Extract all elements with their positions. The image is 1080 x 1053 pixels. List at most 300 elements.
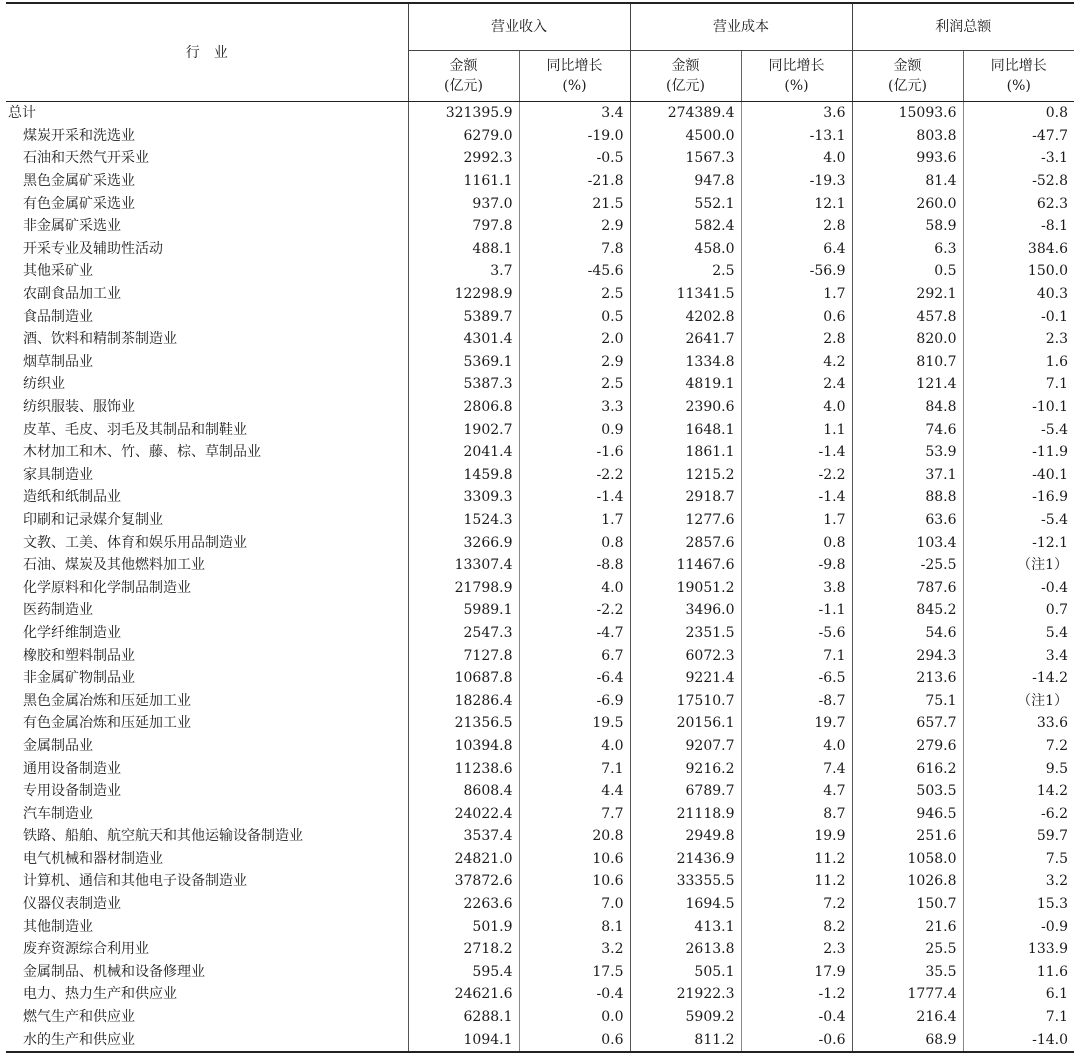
cost-amount-cell: 2641.7	[630, 328, 741, 351]
profit-amount-cell: 35.5	[852, 961, 963, 984]
profit-growth-cell: 150.0	[963, 260, 1074, 283]
profit-amount-cell: 251.6	[852, 825, 963, 848]
cost-amount-cell: 2.5	[630, 260, 741, 283]
industry-name-cell: 水的生产和供应业	[6, 1028, 408, 1052]
table-row	[6, 283, 1074, 306]
cost-amount-cell: 2918.7	[630, 486, 741, 509]
revenue-group-header: 营业收入	[408, 3, 630, 51]
profit-growth-cell: -0.1	[963, 305, 1074, 328]
industry-name-cell: 农副食品加工业	[23, 286, 121, 303]
revenue-growth-cell: 10.6	[519, 848, 630, 871]
revenue-growth-cell: 19.5	[519, 712, 630, 735]
profit-growth-cell: 9.5	[963, 757, 1074, 780]
profit-group-header: 利润总额	[852, 3, 1074, 51]
industry-name-cell: 开采专业及辅助性活动	[23, 240, 163, 257]
profit-amount-cell: 75.1	[852, 689, 963, 712]
revenue-growth-cell: 21.5	[519, 192, 630, 215]
amount-label: 金额	[893, 58, 922, 74]
revenue-amount-cell: 4301.4	[408, 328, 519, 351]
growth-label: 同比增长	[768, 58, 825, 74]
profit-growth-cell: 384.6	[963, 238, 1074, 261]
revenue-growth-cell: 0.0	[519, 1006, 630, 1029]
cost-amount-cell: 6072.3	[630, 644, 741, 667]
profit-growth-cell: 5.4	[963, 622, 1074, 645]
table-row	[6, 464, 1074, 487]
cost-growth-cell: -1.2	[741, 983, 852, 1006]
table-row	[6, 147, 1074, 170]
industry-name-cell: 酒、饮料和精制茶制造业	[23, 331, 177, 348]
revenue-growth-cell: 17.5	[519, 961, 630, 984]
cost-amount-cell: 1277.6	[630, 509, 741, 532]
profit-amount-cell: 216.4	[852, 1006, 963, 1029]
cost-amount-cell: 21436.9	[630, 848, 741, 871]
profit-growth-cell: 33.6	[963, 712, 1074, 735]
table-row	[6, 961, 1074, 984]
cost-amount-cell: 6789.7	[630, 780, 741, 803]
revenue-growth-cell: -1.4	[519, 486, 630, 509]
cost-amount-cell: 17510.7	[630, 689, 741, 712]
profit-growth-cell: -5.4	[963, 418, 1074, 441]
industry-name-cell: 其他制造业	[23, 918, 93, 935]
profit-growth-cell: -11.9	[963, 441, 1074, 464]
revenue-amount-cell: 8608.4	[408, 780, 519, 803]
revenue-growth-cell: 4.0	[519, 576, 630, 599]
profit-amount-cell: -25.5	[852, 554, 963, 577]
table-row	[6, 1006, 1074, 1029]
profit-growth-cell: 59.7	[963, 825, 1074, 848]
profit-growth-cell: -6.2	[963, 802, 1074, 825]
profit-growth-cell: -0.4	[963, 576, 1074, 599]
revenue-growth-cell: 4.4	[519, 780, 630, 803]
profit-amount-cell: 88.8	[852, 486, 963, 509]
table-row	[6, 396, 1074, 419]
profit-amount-cell: 787.6	[852, 576, 963, 599]
cost-amount-header	[630, 51, 741, 102]
table-row	[6, 802, 1074, 825]
revenue-amount-cell: 6279.0	[408, 125, 519, 148]
revenue-growth-cell: -1.6	[519, 441, 630, 464]
table-row	[6, 825, 1074, 848]
cost-growth-cell: 8.7	[741, 802, 852, 825]
revenue-amount-cell: 5387.3	[408, 373, 519, 396]
profit-amount-cell: 810.7	[852, 351, 963, 374]
table-row	[6, 870, 1074, 893]
profit-amount-cell: 1777.4	[852, 983, 963, 1006]
profit-amount-cell: 58.9	[852, 215, 963, 238]
profit-growth-cell: 15.3	[963, 893, 1074, 916]
industry-name-cell: 汽车制造业	[23, 805, 93, 822]
revenue-growth-cell: 0.6	[519, 1028, 630, 1052]
revenue-growth-cell: -2.2	[519, 464, 630, 487]
revenue-growth-cell: -4.7	[519, 622, 630, 645]
profit-growth-cell: 0.8	[963, 102, 1074, 125]
industry-name-cell: 化学纤维制造业	[23, 624, 121, 641]
profit-growth-cell: 6.1	[963, 983, 1074, 1006]
industry-name-cell: 石油、煤炭及其他燃料加工业	[23, 557, 205, 574]
table-row	[6, 983, 1074, 1006]
profit-growth-cell: 2.3	[963, 328, 1074, 351]
revenue-growth-cell: 7.0	[519, 893, 630, 916]
cost-growth-cell: -56.9	[741, 260, 852, 283]
revenue-growth-cell: 1.7	[519, 509, 630, 532]
profit-growth-cell: 11.6	[963, 961, 1074, 984]
profit-growth-cell: -52.8	[963, 170, 1074, 193]
profit-growth-cell: -8.1	[963, 215, 1074, 238]
industry-name-cell: 纺织业	[23, 376, 65, 393]
profit-growth-cell: -14.2	[963, 667, 1074, 690]
revenue-growth-cell: 3.3	[519, 396, 630, 419]
profit-growth-cell: 133.9	[963, 938, 1074, 961]
revenue-amount-cell: 3309.3	[408, 486, 519, 509]
table-row	[6, 192, 1074, 215]
profit-growth-cell: （注1）	[963, 689, 1074, 712]
profit-amount-cell: 457.8	[852, 305, 963, 328]
profit-growth-cell: 7.5	[963, 848, 1074, 871]
industry-name-cell: 非金属矿采选业	[23, 218, 121, 235]
cost-amount-cell: 2390.6	[630, 396, 741, 419]
cost-amount-cell: 21922.3	[630, 983, 741, 1006]
cost-growth-cell: 4.0	[741, 396, 852, 419]
industry-financials-table	[6, 2, 1074, 1053]
revenue-growth-cell: -2.2	[519, 599, 630, 622]
cost-amount-cell: 3496.0	[630, 599, 741, 622]
industry-name-cell: 计算机、通信和其他电子设备制造业	[23, 873, 247, 890]
revenue-amount-cell: 2718.2	[408, 938, 519, 961]
profit-amount-cell: 213.6	[852, 667, 963, 690]
table-row	[6, 780, 1074, 803]
revenue-amount-cell: 21798.9	[408, 576, 519, 599]
profit-amount-cell: 0.5	[852, 260, 963, 283]
cost-growth-cell: 17.9	[741, 961, 852, 984]
cost-growth-header	[741, 51, 852, 102]
revenue-growth-cell: 7.1	[519, 757, 630, 780]
revenue-amount-cell: 2263.6	[408, 893, 519, 916]
profit-amount-cell: 63.6	[852, 509, 963, 532]
revenue-growth-cell: -0.4	[519, 983, 630, 1006]
table-row	[6, 599, 1074, 622]
table-row	[6, 351, 1074, 374]
profit-amount-cell: 81.4	[852, 170, 963, 193]
cost-growth-cell: -9.8	[741, 554, 852, 577]
cost-amount-cell: 4819.1	[630, 373, 741, 396]
growth-label: 同比增长	[546, 58, 603, 74]
cost-amount-cell: 1861.1	[630, 441, 741, 464]
revenue-amount-cell: 2041.4	[408, 441, 519, 464]
revenue-amount-cell: 3.7	[408, 260, 519, 283]
cost-growth-cell: 3.8	[741, 576, 852, 599]
cost-growth-cell: 2.4	[741, 373, 852, 396]
revenue-amount-cell: 501.9	[408, 915, 519, 938]
profit-amount-cell: 103.4	[852, 531, 963, 554]
profit-growth-cell: 62.3	[963, 192, 1074, 215]
revenue-growth-cell: -6.9	[519, 689, 630, 712]
industry-name-cell: 烟草制品业	[23, 353, 93, 370]
profit-growth-cell: -10.1	[963, 396, 1074, 419]
profit-amount-cell: 657.7	[852, 712, 963, 735]
cost-amount-cell: 2351.5	[630, 622, 741, 645]
profit-growth-header	[963, 51, 1074, 102]
revenue-growth-cell: -21.8	[519, 170, 630, 193]
cost-growth-cell: 2.8	[741, 215, 852, 238]
revenue-amount-cell: 1459.8	[408, 464, 519, 487]
cost-growth-cell: 19.7	[741, 712, 852, 735]
industry-name-cell: 总计	[8, 105, 36, 122]
cost-amount-cell: 2949.8	[630, 825, 741, 848]
profit-amount-cell: 1058.0	[852, 848, 963, 871]
amount-unit: (亿元)	[666, 78, 705, 94]
cost-amount-cell: 4500.0	[630, 125, 741, 148]
cost-growth-cell: 4.2	[741, 351, 852, 374]
cost-amount-cell: 274389.4	[630, 102, 741, 125]
industry-name-cell: 非金属矿物制品业	[23, 670, 135, 687]
cost-growth-cell: 7.4	[741, 757, 852, 780]
industry-name-cell: 纺织服装、服饰业	[23, 399, 135, 416]
table-row	[6, 418, 1074, 441]
industry-name-cell: 文教、工美、体育和娱乐用品制造业	[23, 534, 247, 551]
industry-name-cell: 黑色金属冶炼和压延加工业	[23, 692, 191, 709]
revenue-growth-cell: 6.7	[519, 644, 630, 667]
amount-unit: (亿元)	[888, 78, 927, 94]
profit-growth-cell: 14.2	[963, 780, 1074, 803]
table-row	[6, 125, 1074, 148]
table-row	[6, 644, 1074, 667]
cost-amount-cell: 33355.5	[630, 870, 741, 893]
cost-amount-cell: 947.8	[630, 170, 741, 193]
table-row	[6, 735, 1074, 758]
table-row	[6, 689, 1074, 712]
revenue-amount-cell: 7127.8	[408, 644, 519, 667]
cost-growth-cell: -8.7	[741, 689, 852, 712]
revenue-amount-cell: 5369.1	[408, 351, 519, 374]
industry-name-cell: 金属制品、机械和设备修理业	[23, 963, 205, 980]
cost-growth-cell: 2.8	[741, 328, 852, 351]
cost-growth-cell: 4.0	[741, 735, 852, 758]
cost-growth-cell: 19.9	[741, 825, 852, 848]
profit-amount-cell: 279.6	[852, 735, 963, 758]
table-row	[6, 622, 1074, 645]
industry-name-cell: 金属制品业	[23, 737, 93, 754]
cost-amount-cell: 1334.8	[630, 351, 741, 374]
revenue-amount-cell: 24621.6	[408, 983, 519, 1006]
industry-name-cell: 黑色金属矿采选业	[23, 173, 135, 190]
cost-growth-cell: 7.1	[741, 644, 852, 667]
profit-growth-cell: -14.0	[963, 1028, 1074, 1052]
cost-growth-cell: -1.1	[741, 599, 852, 622]
revenue-growth-cell: 2.9	[519, 215, 630, 238]
profit-amount-cell: 946.5	[852, 802, 963, 825]
table-row	[6, 215, 1074, 238]
table-row	[6, 170, 1074, 193]
table-row	[6, 848, 1074, 871]
revenue-amount-cell: 24022.4	[408, 802, 519, 825]
revenue-growth-cell: 2.0	[519, 328, 630, 351]
amount-unit: (亿元)	[444, 78, 483, 94]
industry-name-cell: 通用设备制造业	[23, 760, 121, 777]
cost-amount-cell: 1567.3	[630, 147, 741, 170]
profit-amount-cell: 993.6	[852, 147, 963, 170]
industry-name-cell: 印刷和记录媒介复制业	[23, 511, 163, 528]
revenue-amount-cell: 10687.8	[408, 667, 519, 690]
industry-name-cell: 石油和天然气开采业	[23, 150, 149, 167]
profit-growth-cell: 3.2	[963, 870, 1074, 893]
revenue-amount-cell: 797.8	[408, 215, 519, 238]
profit-growth-cell: （注1）	[963, 554, 1074, 577]
cost-amount-cell: 552.1	[630, 192, 741, 215]
industry-name-cell: 食品制造业	[23, 308, 93, 325]
industry-name-cell: 仪器仪表制造业	[23, 896, 121, 913]
table-row	[6, 305, 1074, 328]
industry-name-cell: 燃气生产和供应业	[23, 1009, 135, 1026]
cost-amount-cell: 811.2	[630, 1028, 741, 1052]
revenue-growth-cell: -8.8	[519, 554, 630, 577]
cost-amount-cell: 505.1	[630, 961, 741, 984]
profit-amount-cell: 121.4	[852, 373, 963, 396]
profit-amount-cell: 616.2	[852, 757, 963, 780]
cost-growth-cell: 4.7	[741, 780, 852, 803]
revenue-amount-cell: 595.4	[408, 961, 519, 984]
profit-growth-cell: -3.1	[963, 147, 1074, 170]
profit-amount-header	[852, 51, 963, 102]
revenue-growth-cell: -6.4	[519, 667, 630, 690]
revenue-growth-cell: 2.5	[519, 373, 630, 396]
cost-group-header: 营业成本	[630, 3, 852, 51]
revenue-growth-cell: 20.8	[519, 825, 630, 848]
profit-growth-cell: 7.2	[963, 735, 1074, 758]
revenue-amount-cell: 5389.7	[408, 305, 519, 328]
profit-amount-cell: 294.3	[852, 644, 963, 667]
cost-growth-cell: -19.3	[741, 170, 852, 193]
revenue-growth-cell: 0.5	[519, 305, 630, 328]
industry-name-cell: 铁路、船舶、航空航天和其他运输设备制造业	[23, 828, 303, 845]
cost-amount-cell: 11341.5	[630, 283, 741, 306]
revenue-growth-cell: -0.5	[519, 147, 630, 170]
revenue-growth-cell: 2.9	[519, 351, 630, 374]
cost-amount-cell: 11467.6	[630, 554, 741, 577]
cost-amount-cell: 458.0	[630, 238, 741, 261]
table-row	[6, 373, 1074, 396]
industry-name-cell: 造纸和纸制品业	[23, 489, 121, 506]
profit-growth-cell: 7.1	[963, 373, 1074, 396]
profit-amount-cell: 503.5	[852, 780, 963, 803]
cost-growth-cell: -5.6	[741, 622, 852, 645]
cost-amount-cell: 19051.2	[630, 576, 741, 599]
cost-growth-cell: 4.0	[741, 147, 852, 170]
industry-name-cell: 皮革、毛皮、羽毛及其制品和制鞋业	[23, 421, 247, 438]
profit-amount-cell: 820.0	[852, 328, 963, 351]
table-row	[6, 667, 1074, 690]
cost-growth-cell: 1.7	[741, 509, 852, 532]
profit-amount-cell: 15093.6	[852, 102, 963, 125]
industry-name-cell: 有色金属冶炼和压延加工业	[23, 715, 191, 732]
cost-growth-cell: 0.8	[741, 531, 852, 554]
cost-growth-cell: -0.6	[741, 1028, 852, 1052]
cost-growth-cell: -1.4	[741, 486, 852, 509]
revenue-amount-cell: 3537.4	[408, 825, 519, 848]
revenue-amount-cell: 3266.9	[408, 531, 519, 554]
cost-growth-cell: 1.1	[741, 418, 852, 441]
profit-amount-cell: 54.6	[852, 622, 963, 645]
cost-growth-cell: 6.4	[741, 238, 852, 261]
industry-name-cell: 电气机械和器材制造业	[23, 850, 163, 867]
industry-name-cell: 医药制造业	[23, 602, 93, 619]
revenue-amount-cell: 21356.5	[408, 712, 519, 735]
revenue-amount-cell: 37872.6	[408, 870, 519, 893]
revenue-growth-cell: 10.6	[519, 870, 630, 893]
cost-amount-cell: 413.1	[630, 915, 741, 938]
table-row	[6, 915, 1074, 938]
profit-growth-cell: 1.6	[963, 351, 1074, 374]
cost-amount-cell: 4202.8	[630, 305, 741, 328]
cost-amount-cell: 1694.5	[630, 893, 741, 916]
profit-growth-cell: -47.7	[963, 125, 1074, 148]
cost-amount-cell: 582.4	[630, 215, 741, 238]
table-row	[6, 893, 1074, 916]
profit-amount-cell: 6.3	[852, 238, 963, 261]
revenue-amount-cell: 11238.6	[408, 757, 519, 780]
growth-unit: (%)	[784, 78, 809, 94]
total-row	[6, 102, 1074, 125]
cost-amount-cell: 9207.7	[630, 735, 741, 758]
revenue-amount-cell: 488.1	[408, 238, 519, 261]
revenue-amount-cell: 12298.9	[408, 283, 519, 306]
cost-growth-cell: 11.2	[741, 870, 852, 893]
cost-amount-cell: 2857.6	[630, 531, 741, 554]
table-body	[6, 102, 1074, 1052]
cost-growth-cell: -13.1	[741, 125, 852, 148]
table-header	[6, 3, 1074, 102]
revenue-amount-cell: 18286.4	[408, 689, 519, 712]
industry-name-cell: 电力、热力生产和供应业	[23, 986, 177, 1003]
cost-amount-cell: 9216.2	[630, 757, 741, 780]
cost-amount-cell: 9221.4	[630, 667, 741, 690]
industry-name-cell: 专用设备制造业	[23, 783, 121, 800]
industry-name-cell: 橡胶和塑料制品业	[23, 647, 135, 664]
table-row	[6, 554, 1074, 577]
revenue-growth-cell: 7.7	[519, 802, 630, 825]
cost-growth-cell: 0.6	[741, 305, 852, 328]
amount-label: 金额	[449, 58, 478, 74]
cost-amount-cell: 2613.8	[630, 938, 741, 961]
revenue-amount-cell: 321395.9	[408, 102, 519, 125]
revenue-growth-cell: 3.4	[519, 102, 630, 125]
revenue-amount-cell: 10394.8	[408, 735, 519, 758]
cost-amount-cell: 20156.1	[630, 712, 741, 735]
profit-growth-cell: -12.1	[963, 531, 1074, 554]
profit-amount-cell: 37.1	[852, 464, 963, 487]
revenue-amount-cell: 1524.3	[408, 509, 519, 532]
industry-name-cell: 煤炭开采和洗选业	[23, 127, 135, 144]
cost-growth-cell: 8.2	[741, 915, 852, 938]
profit-amount-cell: 53.9	[852, 441, 963, 464]
revenue-amount-cell: 1902.7	[408, 418, 519, 441]
profit-amount-cell: 74.6	[852, 418, 963, 441]
cost-growth-cell: -1.4	[741, 441, 852, 464]
profit-amount-cell: 1026.8	[852, 870, 963, 893]
revenue-amount-cell: 5989.1	[408, 599, 519, 622]
profit-amount-cell: 845.2	[852, 599, 963, 622]
profit-growth-cell: -0.9	[963, 915, 1074, 938]
revenue-amount-cell: 2806.8	[408, 396, 519, 419]
industry-name-cell: 木材加工和木、竹、藤、棕、草制品业	[23, 444, 261, 461]
cost-growth-cell: -0.4	[741, 1006, 852, 1029]
revenue-amount-header	[408, 51, 519, 102]
industry-name-cell: 有色金属矿采选业	[23, 195, 135, 212]
profit-growth-cell: 40.3	[963, 283, 1074, 306]
table-row	[6, 576, 1074, 599]
profit-amount-cell: 84.8	[852, 396, 963, 419]
table-row	[6, 441, 1074, 464]
profit-amount-cell: 803.8	[852, 125, 963, 148]
